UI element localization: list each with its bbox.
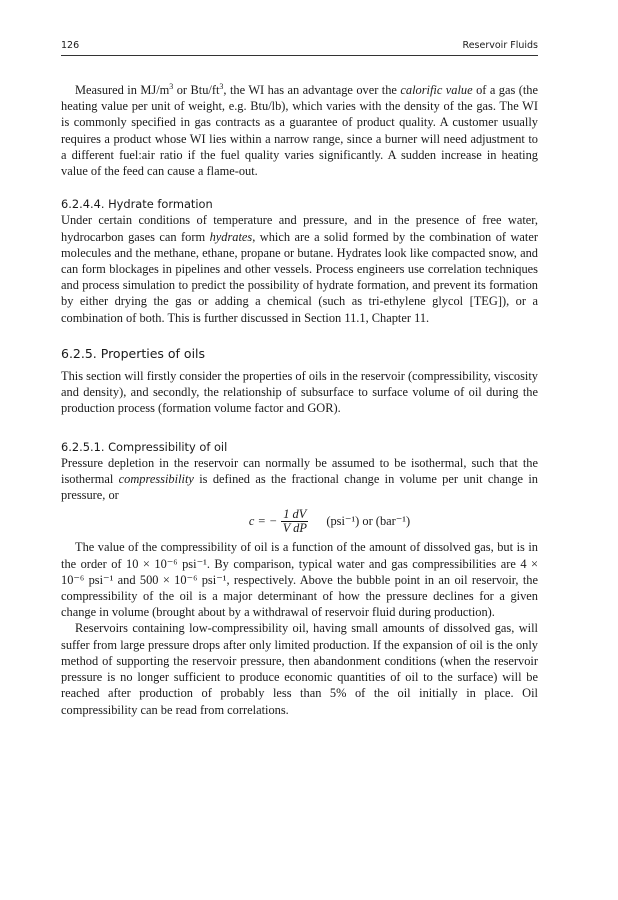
italic-term: compressibility bbox=[118, 472, 194, 487]
reservoir-paragraph: Reservoirs containing low-compressibility oil, having small amounts of dissolved gas, will suffer from large pressure drops after only limited production. If the expansion of oil is the only method of supporting the reservoir pressure, then abandonment conditions (when the reservoir pressure is no longer sufficient to produce economic quantities of oil to the surface) will be reached after production of probably less than 5% of the oil initially in place. Oil compressibility can be read from correlations. bbox=[61, 621, 538, 717]
italic-term: calorific value bbox=[400, 83, 473, 97]
compressibility-equation bbox=[121, 503, 538, 539]
value-paragraph: The value of the compressibility of oil is a function of the amount of dissolved gas, but is in the order of 10 × 10⁻⁶ psi⁻¹. By comparison, typical water and gas compressibilities are 4 × 10⁻⁶ psi⁻¹ and 500 × 10⁻⁶ psi⁻¹, respectively. Above the bubble point in an oil reservoir, the compressibility of the oil is a major determinant of how the pressure declines for a given change in volume (brought about by a withdrawal of reservoir fluid during production). bbox=[61, 540, 538, 620]
equation-lhs: c = − bbox=[248, 514, 278, 529]
running-header bbox=[61, 40, 538, 56]
compressibility-paragraph: Pressure depletion in the reservoir can normally be assumed to be isothermal, such that the isothermal compressibility is defined as the fractional change in volume per unit change in pressure, or bbox=[61, 455, 538, 503]
compressibility-heading: 6.2.5.1. Compressibility of oil bbox=[61, 439, 228, 454]
oils-paragraph: This section will firstly consider the properties of oils in the reservoir (compressibility, viscosity and density), and secondly, the relationship of subsurface to surface volume of oil during the production process (formation volume factor and GOR). bbox=[61, 369, 538, 416]
oils-heading: 6.2.5. Properties of oils bbox=[61, 345, 206, 361]
equation-denominator: V dP bbox=[282, 520, 307, 535]
hydrate-paragraph: Under certain conditions of temperature and pressure, and in the presence of free water, hydrocarbon gases can form hydrates, which are a solid formed by the combination of water molecules and the methane, ethane, propane or butane. Hydrates look like compacted snow, and can form blockages in pipelines and other vessels. Process engineers use correlation techniques and process simulation to predict the possibility of hydrate formation, and prevent its formation by either drying the gas or adding a chemical (such as tri-ethylene glycol [TEG]), or a combination of both. This is further discussed in Section 11.1, Chapter 11. bbox=[61, 213, 538, 325]
running-title: Reservoir Fluids bbox=[462, 40, 538, 51]
page-number: 126 bbox=[61, 40, 80, 51]
intro-paragraph: Measured in $MJ/m^3$ or Btu/$ft^3$, the WI has an advantage over the calorific value of a gas (the heating value per unit of weight, e.g. Btu/lb), which varies with the density of the gas. The WI is commonly specified in gas contracts as a guarantee of product quality. A customer usually requires a product whose WI lies within a narrow range, since a burner will need adjustment to a different fuel:air ratio if the fuel quality varies significantly. A sudden increase in heating value of the feed can cause a flame-out. bbox=[61, 81, 539, 179]
hydrate-heading: 6.2.4.4. Hydrate formation bbox=[61, 197, 213, 212]
page bbox=[61, 40, 538, 718]
italic-term: hydrates bbox=[209, 229, 253, 244]
equation-units: (psi⁻¹) or (bar⁻¹) bbox=[326, 514, 411, 529]
equation-numerator: 1 dV bbox=[283, 506, 307, 521]
equation-fraction bbox=[281, 508, 308, 535]
page-body bbox=[61, 82, 538, 718]
